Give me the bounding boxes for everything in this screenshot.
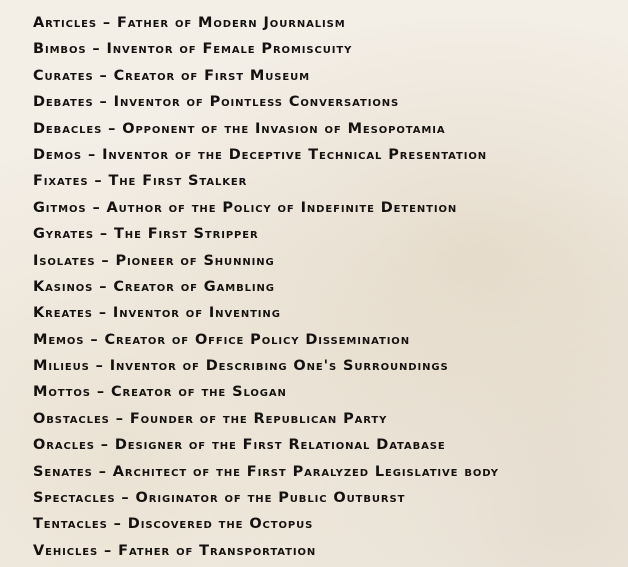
list-item: Kasinos – Creator of Gambling xyxy=(33,278,275,295)
greek-names-list xyxy=(33,10,499,564)
list-item: Memos – Creator of Office Policy Dissemination xyxy=(33,331,410,348)
list-item: Spectacles – Originator of the Public Outburst xyxy=(33,490,406,507)
list-item: Vehicles – Father of Transportation xyxy=(33,542,317,559)
list-item: Senates – Architect of the First Paralyzed Legislative body xyxy=(33,463,499,480)
list-item: Obstacles – Founder of the Republican Party xyxy=(33,410,388,427)
list-item: Oracles – Designer of the First Relational Database xyxy=(33,437,446,454)
list-item: Articles – Father of Modern Journalism xyxy=(33,15,346,31)
list-item: Debacles – Opponent of the Invasion of Mesopotamia xyxy=(33,120,446,137)
list-item: Fixates – The First Stalker xyxy=(33,173,248,190)
list-item: Kreates – Inventor of Inventing xyxy=(33,305,281,322)
list-item: Mottos – Creator of the Slogan xyxy=(33,384,287,401)
list-item: Isolates – Pioneer of Shunning xyxy=(33,252,275,269)
list-item: Debates – Inventor of Pointless Conversations xyxy=(33,94,400,111)
list-item: Bimbos – Inventor of Female Promiscuity xyxy=(33,41,353,58)
list-item: Gitmos – Author of the Policy of Indefinite Detention xyxy=(33,199,458,216)
list-item: Milieus – Inventor of Describing One's Surroundings xyxy=(33,358,449,375)
list-item: Curates – Creator of First Museum xyxy=(33,67,310,84)
list-item: Demos – Inventor of the Deceptive Technical Presentation xyxy=(33,146,488,163)
list-item: Gyrates – The First Stripper xyxy=(33,226,259,243)
list-item: Tentacles – Discovered the Octopus xyxy=(33,516,314,533)
